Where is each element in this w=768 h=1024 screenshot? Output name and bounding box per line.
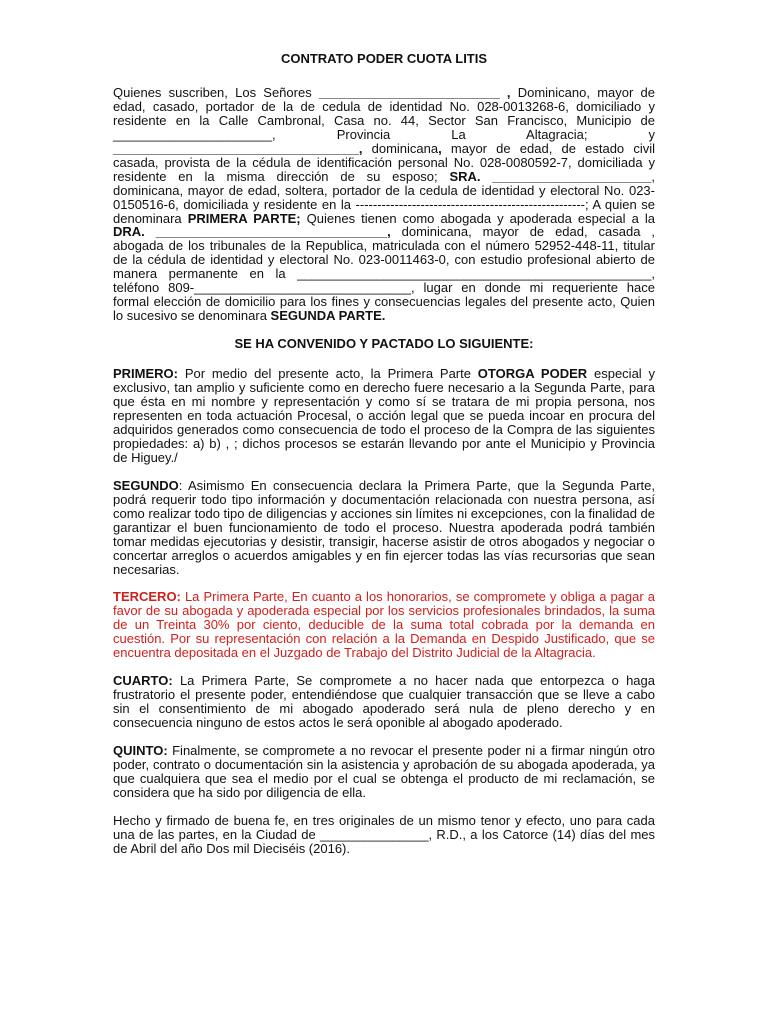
intro-dra: DRA. ________________________________, [113, 224, 391, 240]
intro-text-5: , dominicana, mayor de edad, soltera, portador de la cedula de identidad y electoral No. 023-0150516-6, domiciliada y residente en la -----------------------------------------------------; A quien se denominara [113, 168, 655, 226]
clause-cuarto [113, 674, 655, 730]
intro-text-2: Dominicano, mayor de edad, casado, portador de la de cedula de identidad No. 028-0013268-6, domiciliado y residente en la Calle Cambronal, Casa no. 44, Sector San Francisco, Municipio de ______________________, Provincia La Altagracia; y [113, 84, 655, 142]
intro-segunda-parte: SEGUNDA PARTE. [270, 308, 386, 324]
clause-tercero-text: La Primera Parte, En cuanto a los honorarios, se compromete y obliga a pagar a favor de su abogada y apoderada especial por los servicios profesionales brindados, la suma de un Treinta 30% por ciento, deducible de la suma total cobrada por la demanda en cuestión. Por su representación con relación a la Demanda en Despido Justificado, que se encuentra depositada en el Juzgado de Trabajo del Distrito Judicial de la Altagracia. [113, 589, 655, 661]
intro-comma: , [438, 140, 442, 156]
intro-text-6: Quienes tienen como abogada y apoderada especial a la [300, 210, 655, 226]
intro-blank-name: _________________________ , [311, 84, 511, 100]
clause-segundo [113, 479, 655, 577]
clause-cuarto-label: CUARTO: [113, 673, 173, 689]
clause-quinto-text: Finalmente, se compromete a no revocar el presente poder ni a firmar ningún otro poder, contrato o documentación sin la asistencia y aprobación de su abogada apoderada, ya que cualquiera que sea el medio por el cual se obtenga el producto de mi reclamación, se considera que ha sido por diligencia de ella. [113, 743, 655, 800]
clause-primero-otorga: OTORGA PODER [477, 366, 588, 382]
section-subtitle: SE HA CONVENIDO Y PACTADO LO SIGUIENTE: [234, 336, 534, 352]
clause-quinto-label: QUINTO: [113, 743, 168, 759]
intro-sra: SRA. ______________________ [449, 168, 652, 184]
intro-paragraph [113, 86, 655, 323]
clause-primero-label: PRIMERO: [113, 366, 178, 382]
closing-paragraph: Hecho y firmado de buena fe, en tres originales de un mismo tenor y efecto, uno para cada una de las partes, en la Ciudad de _______________, R.D., a los Catorce (14) días del mes de Abril del año Dos mil Dieciséis (2016). [113, 812, 655, 856]
document-title: CONTRATO PODER CUOTA LITIS [280, 51, 488, 66]
document-page [113, 44, 655, 870]
clause-segundo-label: SEGUNDO [113, 477, 179, 493]
intro-text-4: mayor de edad, de estado civil casada, provista de la cédula de identificación personal No. 028-0080592-7, domiciliada y residente en la misma dirección de su esposo; [113, 140, 655, 184]
clause-quinto [113, 744, 655, 800]
intro-blank-spouse: __________________________________, [113, 140, 363, 156]
clause-tercero-label: TERCERO: [113, 589, 181, 605]
intro-text-1: Quienes suscriben, Los Señores [113, 84, 312, 100]
clause-primero [113, 367, 655, 465]
clause-primero-text-2: especial y exclusivo, tan amplio y suficiente como en derecho fuere necesario a la Segunda Parte, para que ésta en mi nombre y representación y como sí se tratara de mi propia persona, nos representen en toda actuación Procesal, o acción legal que se pueda incoar en procura del adquiridos generados como consecuencia de todo el proceso de la Compra de las siguientes propiedades: a) b) , ; dichos procesos se estarán llevando por ante el Municipio y Provincia de Higuey./ [113, 366, 655, 465]
clause-primero-text-1: Por medio del presente acto, la Primera Parte [178, 366, 478, 382]
clause-segundo-text: : Asimismo En consecuencia declara la Primera Parte, que la Segunda Parte, podrá requerir todo tipo información y documentación relacionada con nuestra persona, así como realizar todo tipo de diligencias y acciones sin límites ni excepciones, con la finalidad de garantizar el buen funcionamiento de todo el proceso. Nuestra apoderada podrá también tomar medidas ejecutorias y desistir, transigir, hacerse asistir de otros abogados y negociar o concertar arreglos o acuerdos amigables y en fin ejercer todas las vías recursorias que sean necesarias. [113, 477, 655, 577]
intro-primera-parte: PRIMERA PARTE; [187, 210, 301, 226]
clause-tercero [113, 590, 655, 660]
clause-cuarto-text: La Primera Parte, Se compromete a no hacer nada que entorpezca o haga frustratorio el presente poder, entendiéndose que cualquier transacción que se lleve a cabo sin el consentimiento de mi abogado apoderado será nula de pleno derecho y en consecuencia ninguno de estos actos le será oponible al abogado apoderado. [113, 673, 655, 731]
intro-text-7: dominicana, mayor de edad, casada , abogada de los tribunales de la Republica, matriculada con el número 52952-448-11, titular de la cédula de identidad y electoral No. 023-0011463-0, con estudio profesional abierto de manera permanente en la _________________________________________________, teléfono 809-______________________________, lugar en donde mi requeriente hace formal elección de domicilio para los fines y consecuencias legales del presente acto, Quien lo sucesivo se denominara [113, 224, 655, 324]
intro-text-3: dominicana [362, 140, 439, 156]
